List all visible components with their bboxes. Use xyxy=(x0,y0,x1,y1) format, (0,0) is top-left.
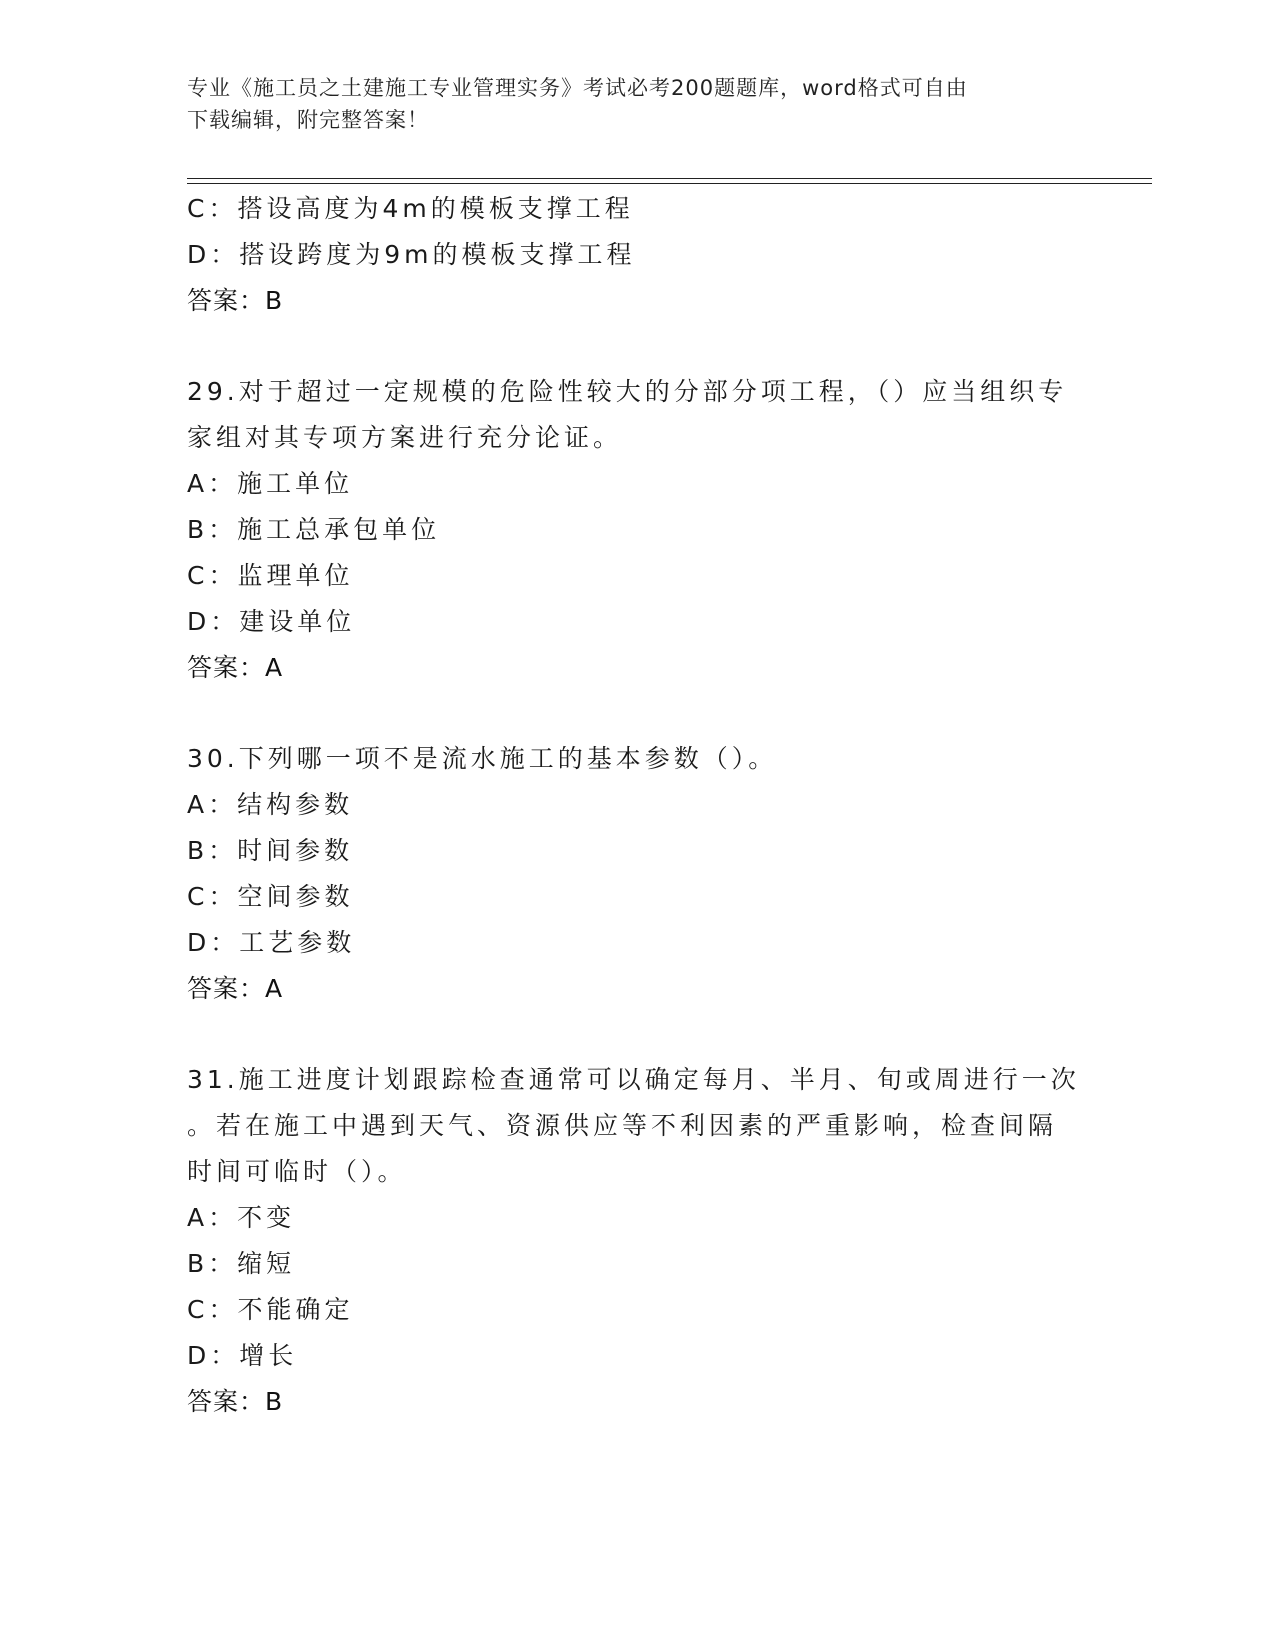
question-29 xyxy=(187,369,1087,691)
question-text xyxy=(187,1057,1087,1195)
question-text-line: 家组对其专项方案进行充分论证。 xyxy=(187,423,623,452)
option-a: A：结构参数 xyxy=(187,790,354,819)
option-b: B：时间参数 xyxy=(187,836,354,865)
option-b: B：缩短 xyxy=(187,1249,296,1278)
question-text-line: 31.施工进度计划跟踪检查通常可以确定每月、半月、旬或周进行一次 xyxy=(187,1065,1080,1094)
header-divider-top xyxy=(187,178,1152,179)
option-d: D：增长 xyxy=(187,1341,298,1370)
option-c: C：空间参数 xyxy=(187,882,354,911)
question-text-line: 29.对于超过一定规模的危险性较大的分部分项工程，（）应当组织专 xyxy=(187,377,1068,406)
question-text-line: 。若在施工中遇到天气、资源供应等不利因素的严重影响，检查间隔 xyxy=(187,1111,1058,1140)
option-a: A：不变 xyxy=(187,1203,296,1232)
question-30 xyxy=(187,736,1087,1012)
option-d: D：搭设跨度为9m的模板支撑工程 xyxy=(187,240,636,269)
option-c: C：监理单位 xyxy=(187,561,354,590)
prev-question-tail xyxy=(187,186,1087,324)
question-text-line: 30.下列哪一项不是流水施工的基本参数（）。 xyxy=(187,744,778,773)
question-text-line: 时间可临时（）。 xyxy=(187,1157,407,1186)
option-a: A：施工单位 xyxy=(187,469,354,498)
answer-line: 答案：B xyxy=(187,286,284,315)
header-line-1: 专业《施工员之土建施工专业管理实务》考试必考200题题库，word格式可自由 xyxy=(187,76,968,100)
answer-line: 答案：A xyxy=(187,974,284,1003)
option-b: B：施工总承包单位 xyxy=(187,515,441,544)
header-divider-bottom xyxy=(187,183,1152,184)
question-text xyxy=(187,369,1087,461)
option-d: D：建设单位 xyxy=(187,607,356,636)
option-c: C：不能确定 xyxy=(187,1295,354,1324)
question-text xyxy=(187,736,1087,782)
answer-line: 答案：B xyxy=(187,1387,284,1416)
question-31 xyxy=(187,1057,1087,1425)
question-list xyxy=(187,186,1087,1425)
option-c: C：搭设高度为4m的模板支撑工程 xyxy=(187,194,634,223)
answer-line: 答案：A xyxy=(187,653,284,682)
header-line-2: 下载编辑，附完整答案！ xyxy=(187,108,429,132)
page-header xyxy=(187,72,1077,136)
option-d: D：工艺参数 xyxy=(187,928,356,957)
